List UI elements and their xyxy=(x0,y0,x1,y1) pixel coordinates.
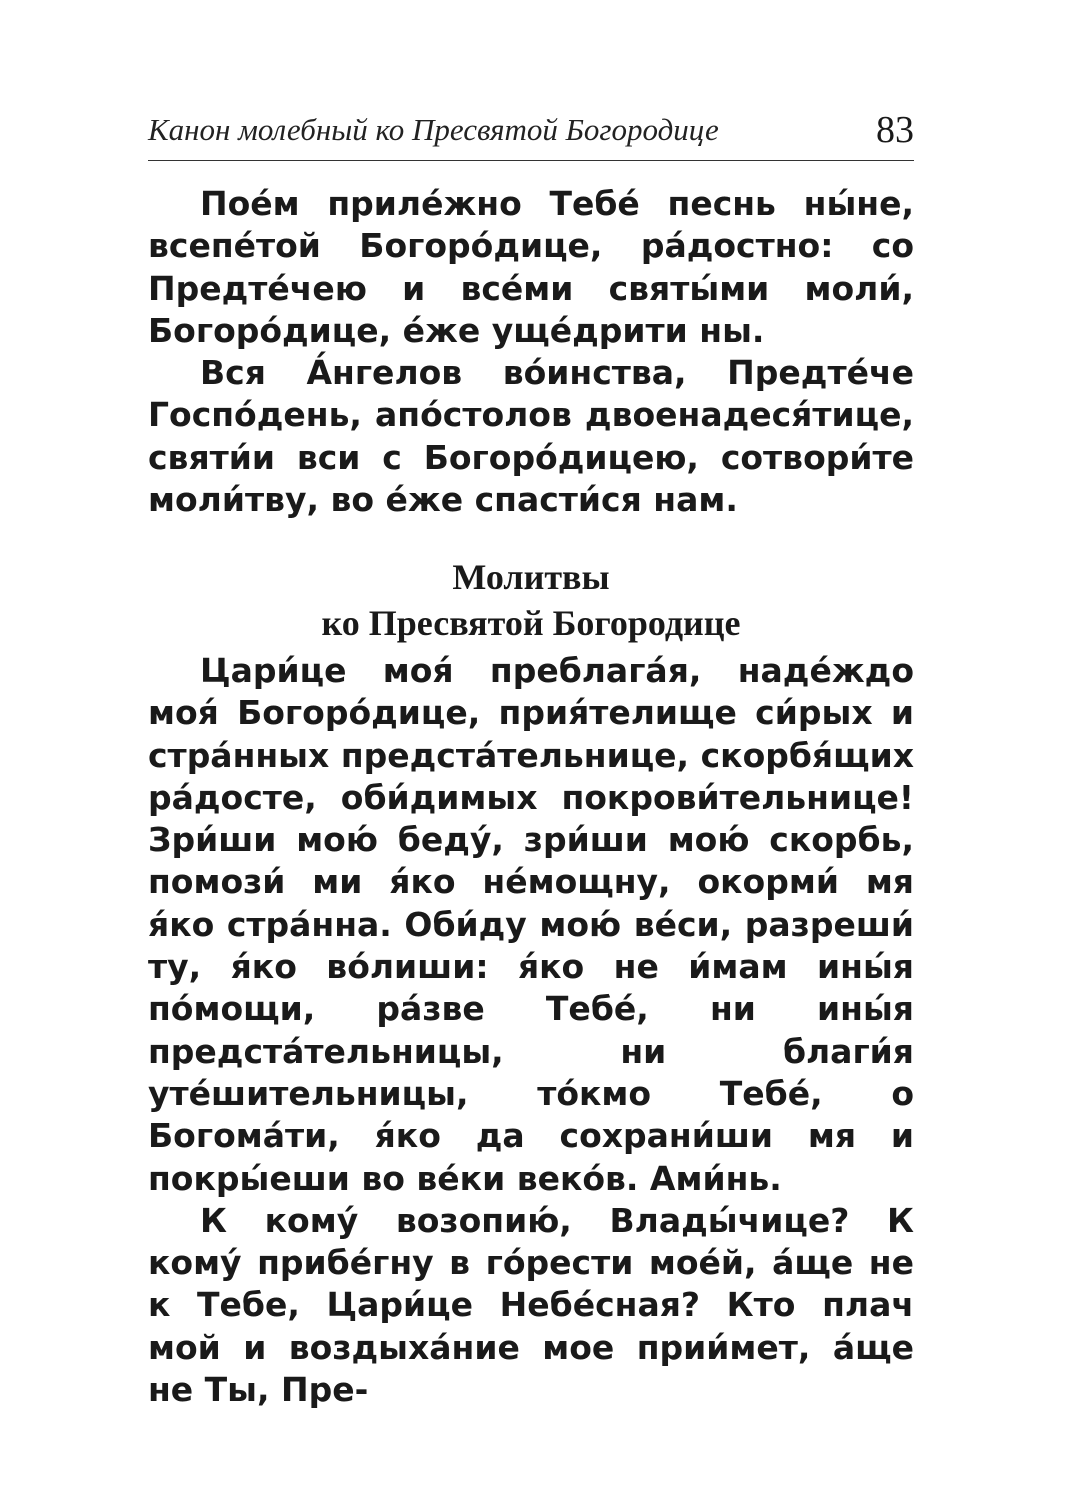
prayer-paragraph-2: К кому́ возопию́, Влады́чице? К кому́ прибе́гну в го́рести мое́й, а́ще не к Тебе, Цари́це Небе́сная? Кто плач мой и воздыха́ние мое прии́мет, а́ще не Ты, Пре- xyxy=(148,1200,914,1410)
running-head xyxy=(148,108,914,156)
canon-paragraph-1: Пое́м приле́жно Тебе́ песнь ны́не, всепе́той Богоро́дице, ра́достно: со Предте́чею и все́ми святы́ми моли́, Богоро́дице, е́же уще́дрити ны. xyxy=(148,184,914,350)
running-head-title: Канон молебный ко Пресвятой Богородице xyxy=(148,112,719,147)
prayer-paragraph-1: Цари́це моя́ преблага́я, наде́ждо моя́ Богоро́дице, прия́телище си́рых и стра́нных предста́тельнице, скорбя́щих ра́досте, оби́димых покрови́тельнице! Зри́ши мою́ беду́, зри́ши мою́ скорбь, помози́ ми я́ко не́мощну, окорми́ мя я́ко стра́нна. Оби́ду мою́ ве́си, разреши́ ту, я́ко во́лиши: я́ко не и́мам ины́я по́мощи, ра́зве Тебе́, ни ины́я предста́тельницы, ни благи́я уте́шительницы, то́кмо Тебе́, о Богома́ти, я́ко да сохрани́ши мя и покры́еши во ве́ки веко́в. Ами́нь. xyxy=(148,651,914,1198)
canon-paragraph-2: Вся А́нгелов во́инства, Предте́че Госпо́день, апо́столов двоенадеся́тице, святи́и вси с Богоро́дицею, сотвори́те моли́тву, во е́же спасти́ся нам. xyxy=(148,353,914,520)
page-number: 83 xyxy=(876,109,914,151)
prayers-text-block xyxy=(148,650,914,1411)
section-heading-line-1: Молитвы xyxy=(452,557,610,597)
header-rule xyxy=(148,160,914,161)
section-heading-line-2: ко Пресвятой Богородице xyxy=(321,603,741,643)
canon-text-block xyxy=(148,183,914,521)
